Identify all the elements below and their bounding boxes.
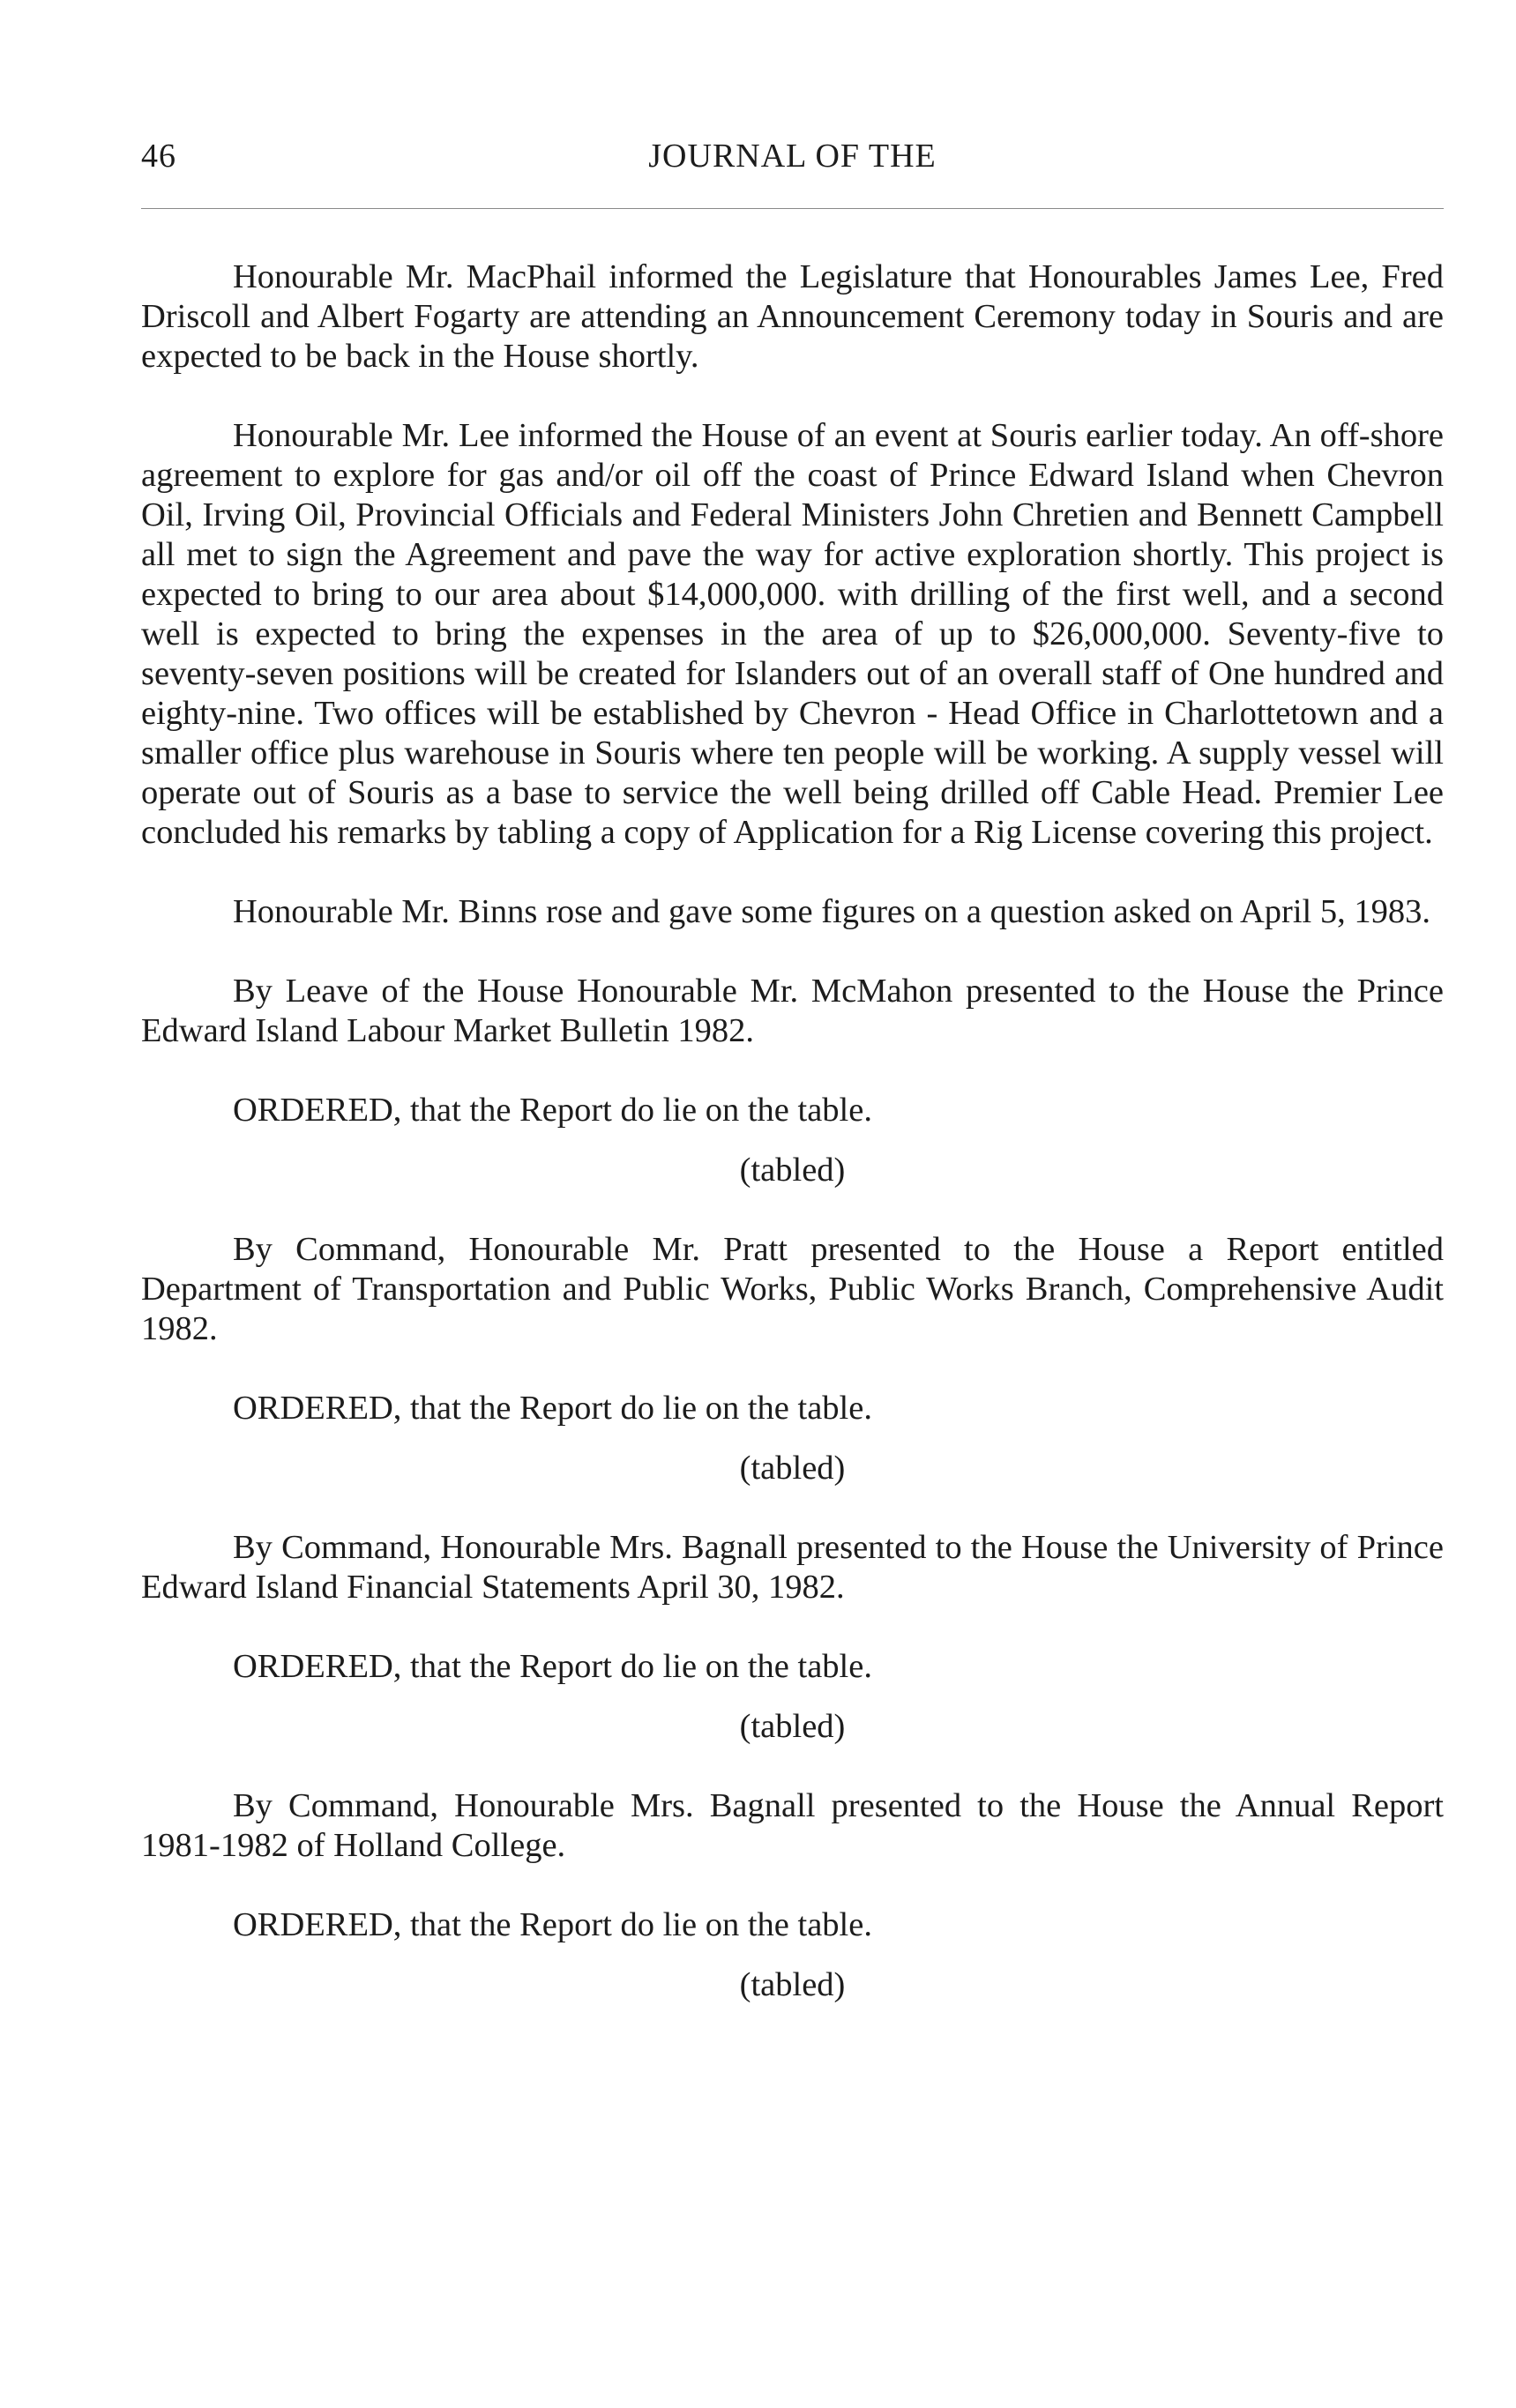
tabled-note: (tabled) [739,1966,846,2003]
tabled-note: (tabled) [739,1708,846,1745]
running-head: JOURNAL OF THE [648,138,937,175]
paragraph-binns: Honourable Mr. Binns rose and gave some figures on a question asked on April 5, 1983. [233,893,1430,930]
page-number: 46 [141,138,176,175]
paragraph-lee: Honourable Mr. Lee informed the House of an event at Souris earlier today. An off-shore agreement to explore for gas and/or oil off the coast of Prince Edward Island when Chevron Oil, Irving Oil, Provincial Officials and Federal Ministers John Chretien and Bennett Campbell all met to sign the Agreement and pave the way for active exploration shortly. This project is expected to bring to our area about $14,000,000. with drilling of the first well, and a second well is expected to bring the expenses in the area of up to $26,000,000. Seventy-five to seventy-seven positions will be created for Islanders out of an overall staff of One hundred and eighty-nine. Two offices will be established by Chevron - Head Office in Charlottetown and a smaller office plus warehouse in Souris where ten people will be working. A supply vessel will operate out of Souris as a base to service the well being drilled off Cable Head. Premier Lee concluded his remarks by tabling a copy of Application for a Rig License covering this project. [141,417,1444,851]
header-rule [141,208,1444,209]
paragraph-macphail: Honourable Mr. MacPhail informed the Legislature that Honourables James Lee, Fred Driscoll and Albert Fogarty are attending an Announcement Ceremony today in Souris and are expected to be back in the House shortly. [141,258,1444,375]
paragraph-pratt: By Command, Honourable Mr. Pratt presented to the House a Report entitled Department of Transportation and Public Works, Public Works Branch, Comprehensive Audit 1982. [141,1231,1444,1347]
page-header [141,137,1444,190]
ordered-statement: ORDERED, that the Report do lie on the table. [233,1092,872,1129]
paragraph-mcmahon: By Leave of the House Honourable Mr. McMahon presented to the House the Prince Edward Island Labour Market Bulletin 1982. [141,973,1444,1049]
tabled-note: (tabled) [739,1152,846,1189]
paragraph-bagnall-upei: By Command, Honourable Mrs. Bagnall presented to the House the University of Prince Edward Island Financial Statements April 30, 1982. [141,1529,1444,1606]
ordered-statement: ORDERED, that the Report do lie on the table. [233,1390,872,1427]
ordered-statement: ORDERED, that the Report do lie on the table. [233,1906,872,1943]
paragraph-bagnall-holland: By Command, Honourable Mrs. Bagnall presented to the House the Annual Report 1981-1982 of Holland College. [141,1787,1444,1864]
journal-body [141,257,1444,2005]
tabled-note: (tabled) [739,1450,846,1487]
ordered-statement: ORDERED, that the Report do lie on the table. [233,1648,872,1685]
